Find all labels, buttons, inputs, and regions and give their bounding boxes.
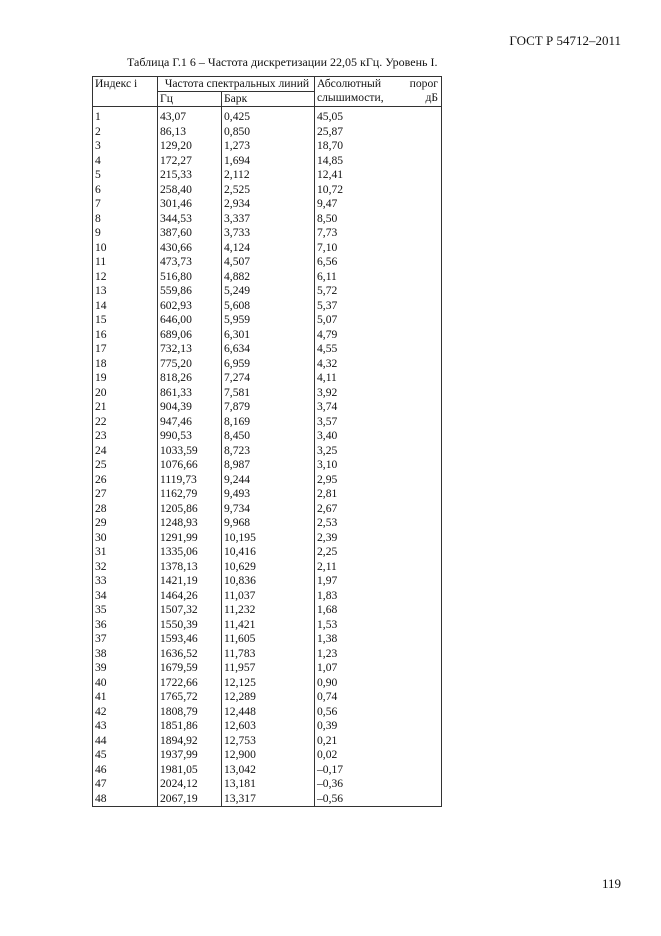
cell-threshold: 0,56	[315, 705, 442, 720]
cell-threshold: 7,73	[315, 226, 442, 241]
cell-index: 28	[93, 502, 158, 517]
cell-index: 3	[93, 139, 158, 154]
cell-index: 30	[93, 531, 158, 546]
cell-hz: 2024,12	[158, 777, 222, 792]
cell-hz: 1593,46	[158, 632, 222, 647]
cell-threshold: 0,74	[315, 690, 442, 705]
cell-index: 29	[93, 516, 158, 531]
cell-bark: 2,525	[222, 183, 315, 198]
cell-index: 40	[93, 676, 158, 691]
cell-threshold: 1,38	[315, 632, 442, 647]
cell-hz: 430,66	[158, 241, 222, 256]
cell-index: 19	[93, 371, 158, 386]
cell-index: 9	[93, 226, 158, 241]
cell-index: 11	[93, 255, 158, 270]
cell-threshold: 12,41	[315, 168, 442, 183]
document-code: ГОСТ Р 54712–2011	[509, 33, 621, 48]
cell-threshold: 2,95	[315, 473, 442, 488]
cell-bark: 11,605	[222, 632, 315, 647]
cell-hz: 1205,86	[158, 502, 222, 517]
cell-threshold: 2,25	[315, 545, 442, 560]
table-row	[93, 415, 442, 430]
cell-hz: 1335,06	[158, 545, 222, 560]
table-row	[93, 502, 442, 517]
cell-hz: 1378,13	[158, 560, 222, 575]
cell-hz: 861,33	[158, 386, 222, 401]
cell-hz: 1507,32	[158, 603, 222, 618]
cell-threshold: 4,11	[315, 371, 442, 386]
header-index: Индекс i	[93, 77, 158, 107]
cell-bark: 6,301	[222, 328, 315, 343]
cell-bark: 1,694	[222, 154, 315, 169]
table-row	[93, 400, 442, 415]
cell-index: 42	[93, 705, 158, 720]
cell-bark: 13,317	[222, 792, 315, 807]
cell-threshold: –0,36	[315, 777, 442, 792]
cell-bark: 10,195	[222, 531, 315, 546]
cell-hz: 1851,86	[158, 719, 222, 734]
cell-index: 32	[93, 560, 158, 575]
cell-hz: 1291,99	[158, 531, 222, 546]
cell-threshold: 0,02	[315, 748, 442, 763]
cell-hz: 387,60	[158, 226, 222, 241]
cell-hz: 1464,26	[158, 589, 222, 604]
table-row	[93, 589, 442, 604]
cell-hz: 1765,72	[158, 690, 222, 705]
table-body	[93, 107, 442, 807]
cell-hz: 904,39	[158, 400, 222, 415]
cell-bark: 11,783	[222, 647, 315, 662]
cell-threshold: 1,97	[315, 574, 442, 589]
cell-threshold: 1,23	[315, 647, 442, 662]
cell-index: 15	[93, 313, 158, 328]
table-row	[93, 632, 442, 647]
cell-hz: 129,20	[158, 139, 222, 154]
table-row	[93, 255, 442, 270]
cell-bark: 5,249	[222, 284, 315, 299]
header-frequency-group: Частота спектральных линий	[158, 77, 315, 92]
cell-bark: 1,273	[222, 139, 315, 154]
cell-bark: 4,124	[222, 241, 315, 256]
cell-hz: 1076,66	[158, 458, 222, 473]
cell-bark: 3,733	[222, 226, 315, 241]
cell-index: 33	[93, 574, 158, 589]
cell-threshold: 10,72	[315, 183, 442, 198]
cell-index: 24	[93, 444, 158, 459]
cell-hz: 775,20	[158, 357, 222, 372]
cell-hz: 258,40	[158, 183, 222, 198]
cell-bark: 4,507	[222, 255, 315, 270]
cell-threshold: 9,47	[315, 197, 442, 212]
cell-index: 17	[93, 342, 158, 357]
cell-bark: 0,850	[222, 125, 315, 140]
cell-index: 38	[93, 647, 158, 662]
cell-index: 6	[93, 183, 158, 198]
cell-index: 1	[93, 107, 158, 125]
table-row	[93, 763, 442, 778]
cell-bark: 5,959	[222, 313, 315, 328]
cell-bark: 12,125	[222, 676, 315, 691]
table-container	[92, 76, 442, 807]
table-row	[93, 342, 442, 357]
cell-hz: 1722,66	[158, 676, 222, 691]
cell-index: 8	[93, 212, 158, 227]
cell-threshold: 3,10	[315, 458, 442, 473]
cell-bark: 0,425	[222, 107, 315, 125]
table-row	[93, 487, 442, 502]
table-row	[93, 531, 442, 546]
cell-bark: 8,450	[222, 429, 315, 444]
cell-index: 48	[93, 792, 158, 807]
cell-bark: 12,753	[222, 734, 315, 749]
cell-threshold: 2,39	[315, 531, 442, 546]
cell-bark: 12,603	[222, 719, 315, 734]
cell-threshold: –0,56	[315, 792, 442, 807]
table-row	[93, 357, 442, 372]
cell-hz: 2067,19	[158, 792, 222, 807]
cell-hz: 947,46	[158, 415, 222, 430]
cell-index: 16	[93, 328, 158, 343]
cell-index: 27	[93, 487, 158, 502]
table-row	[93, 328, 442, 343]
table-row	[93, 792, 442, 807]
cell-bark: 10,836	[222, 574, 315, 589]
cell-bark: 7,274	[222, 371, 315, 386]
cell-index: 26	[93, 473, 158, 488]
cell-threshold: 7,10	[315, 241, 442, 256]
table-row	[93, 748, 442, 763]
table-row	[93, 183, 442, 198]
table-row	[93, 516, 442, 531]
cell-threshold: 2,67	[315, 502, 442, 517]
cell-hz: 1808,79	[158, 705, 222, 720]
cell-threshold: 1,53	[315, 618, 442, 633]
table-row	[93, 386, 442, 401]
cell-bark: 8,987	[222, 458, 315, 473]
cell-hz: 732,13	[158, 342, 222, 357]
cell-hz: 43,07	[158, 107, 222, 125]
cell-hz: 1248,93	[158, 516, 222, 531]
cell-hz: 86,13	[158, 125, 222, 140]
cell-hz: 344,53	[158, 212, 222, 227]
cell-index: 7	[93, 197, 158, 212]
cell-threshold: 3,74	[315, 400, 442, 415]
cell-hz: 1894,92	[158, 734, 222, 749]
cell-hz: 516,80	[158, 270, 222, 285]
cell-threshold: 25,87	[315, 125, 442, 140]
table-row	[93, 139, 442, 154]
cell-threshold: 2,81	[315, 487, 442, 502]
cell-index: 4	[93, 154, 158, 169]
cell-threshold: 14,85	[315, 154, 442, 169]
table-row	[93, 371, 442, 386]
cell-hz: 215,33	[158, 168, 222, 183]
cell-threshold: 2,53	[315, 516, 442, 531]
cell-bark: 6,959	[222, 357, 315, 372]
cell-threshold: 3,57	[315, 415, 442, 430]
table-row	[93, 168, 442, 183]
cell-threshold: 2,11	[315, 560, 442, 575]
cell-threshold: 3,25	[315, 444, 442, 459]
table-row	[93, 444, 442, 459]
cell-bark: 12,289	[222, 690, 315, 705]
cell-hz: 172,27	[158, 154, 222, 169]
cell-hz: 1421,19	[158, 574, 222, 589]
table-row	[93, 661, 442, 676]
cell-index: 45	[93, 748, 158, 763]
cell-index: 41	[93, 690, 158, 705]
cell-hz: 473,73	[158, 255, 222, 270]
cell-index: 22	[93, 415, 158, 430]
table-row	[93, 125, 442, 140]
cell-index: 35	[93, 603, 158, 618]
cell-bark: 2,112	[222, 168, 315, 183]
cell-bark: 7,581	[222, 386, 315, 401]
table-row	[93, 734, 442, 749]
cell-index: 36	[93, 618, 158, 633]
table-row	[93, 284, 442, 299]
cell-index: 43	[93, 719, 158, 734]
table-row	[93, 473, 442, 488]
table-row	[93, 618, 442, 633]
cell-threshold: –0,17	[315, 763, 442, 778]
cell-index: 13	[93, 284, 158, 299]
cell-hz: 1937,99	[158, 748, 222, 763]
cell-bark: 13,181	[222, 777, 315, 792]
cell-index: 18	[93, 357, 158, 372]
cell-threshold: 1,68	[315, 603, 442, 618]
cell-threshold: 4,32	[315, 357, 442, 372]
cell-hz: 689,06	[158, 328, 222, 343]
cell-threshold: 4,79	[315, 328, 442, 343]
cell-bark: 4,882	[222, 270, 315, 285]
cell-hz: 1636,52	[158, 647, 222, 662]
cell-bark: 7,879	[222, 400, 315, 415]
cell-index: 21	[93, 400, 158, 415]
header-threshold: Абсолютный порог слышимости, дБ	[315, 77, 442, 107]
page-number: 119	[601, 876, 621, 891]
cell-threshold: 45,05	[315, 107, 442, 125]
cell-index: 46	[93, 763, 158, 778]
cell-hz: 1119,73	[158, 473, 222, 488]
cell-threshold: 1,83	[315, 589, 442, 604]
cell-bark: 13,042	[222, 763, 315, 778]
table-row	[93, 603, 442, 618]
cell-index: 20	[93, 386, 158, 401]
cell-bark: 11,232	[222, 603, 315, 618]
cell-threshold: 0,90	[315, 676, 442, 691]
table-row	[93, 313, 442, 328]
cell-threshold: 5,37	[315, 299, 442, 314]
cell-hz: 1550,39	[158, 618, 222, 633]
cell-bark: 10,629	[222, 560, 315, 575]
table-row	[93, 545, 442, 560]
cell-bark: 8,169	[222, 415, 315, 430]
cell-hz: 559,86	[158, 284, 222, 299]
cell-threshold: 4,55	[315, 342, 442, 357]
cell-index: 34	[93, 589, 158, 604]
table-row	[93, 154, 442, 169]
cell-bark: 12,448	[222, 705, 315, 720]
header-bark: Барк	[222, 92, 315, 107]
cell-threshold: 8,50	[315, 212, 442, 227]
cell-index: 23	[93, 429, 158, 444]
cell-index: 31	[93, 545, 158, 560]
table-row	[93, 676, 442, 691]
cell-hz: 301,46	[158, 197, 222, 212]
cell-bark: 11,421	[222, 618, 315, 633]
table-row	[93, 690, 442, 705]
cell-threshold: 0,21	[315, 734, 442, 749]
cell-index: 44	[93, 734, 158, 749]
cell-threshold: 5,72	[315, 284, 442, 299]
cell-threshold: 3,40	[315, 429, 442, 444]
table-row	[93, 226, 442, 241]
cell-bark: 10,416	[222, 545, 315, 560]
cell-bark: 3,337	[222, 212, 315, 227]
cell-bark: 5,608	[222, 299, 315, 314]
cell-threshold: 18,70	[315, 139, 442, 154]
cell-hz: 1033,59	[158, 444, 222, 459]
cell-threshold: 5,07	[315, 313, 442, 328]
cell-threshold: 6,11	[315, 270, 442, 285]
cell-threshold: 1,07	[315, 661, 442, 676]
cell-bark: 9,493	[222, 487, 315, 502]
cell-index: 5	[93, 168, 158, 183]
cell-index: 14	[93, 299, 158, 314]
table-row	[93, 560, 442, 575]
header-hz: Гц	[158, 92, 222, 107]
cell-bark: 12,900	[222, 748, 315, 763]
cell-bark: 9,968	[222, 516, 315, 531]
cell-index: 12	[93, 270, 158, 285]
cell-threshold: 0,39	[315, 719, 442, 734]
table-row	[93, 705, 442, 720]
cell-index: 25	[93, 458, 158, 473]
table-row	[93, 647, 442, 662]
cell-threshold: 3,92	[315, 386, 442, 401]
cell-bark: 9,734	[222, 502, 315, 517]
table-row	[93, 212, 442, 227]
table-row	[93, 197, 442, 212]
table-row	[93, 107, 442, 125]
cell-bark: 11,037	[222, 589, 315, 604]
cell-bark: 8,723	[222, 444, 315, 459]
frequency-table	[92, 76, 442, 807]
cell-hz: 602,93	[158, 299, 222, 314]
cell-index: 39	[93, 661, 158, 676]
cell-index: 47	[93, 777, 158, 792]
table-row	[93, 574, 442, 589]
table-row	[93, 429, 442, 444]
cell-hz: 1679,59	[158, 661, 222, 676]
cell-bark: 2,934	[222, 197, 315, 212]
cell-threshold: 6,56	[315, 255, 442, 270]
table-row	[93, 777, 442, 792]
cell-bark: 11,957	[222, 661, 315, 676]
cell-index: 10	[93, 241, 158, 256]
table-row	[93, 299, 442, 314]
table-row	[93, 719, 442, 734]
cell-hz: 818,26	[158, 371, 222, 386]
cell-hz: 990,53	[158, 429, 222, 444]
table-caption: Таблица Г.1 6 – Частота дискретизации 22,05 кГц. Уровень I.	[127, 55, 438, 69]
cell-hz: 1162,79	[158, 487, 222, 502]
table-row	[93, 241, 442, 256]
table-row	[93, 458, 442, 473]
cell-hz: 646,00	[158, 313, 222, 328]
table-row	[93, 270, 442, 285]
cell-index: 2	[93, 125, 158, 140]
cell-bark: 6,634	[222, 342, 315, 357]
cell-index: 37	[93, 632, 158, 647]
cell-bark: 9,244	[222, 473, 315, 488]
cell-hz: 1981,05	[158, 763, 222, 778]
